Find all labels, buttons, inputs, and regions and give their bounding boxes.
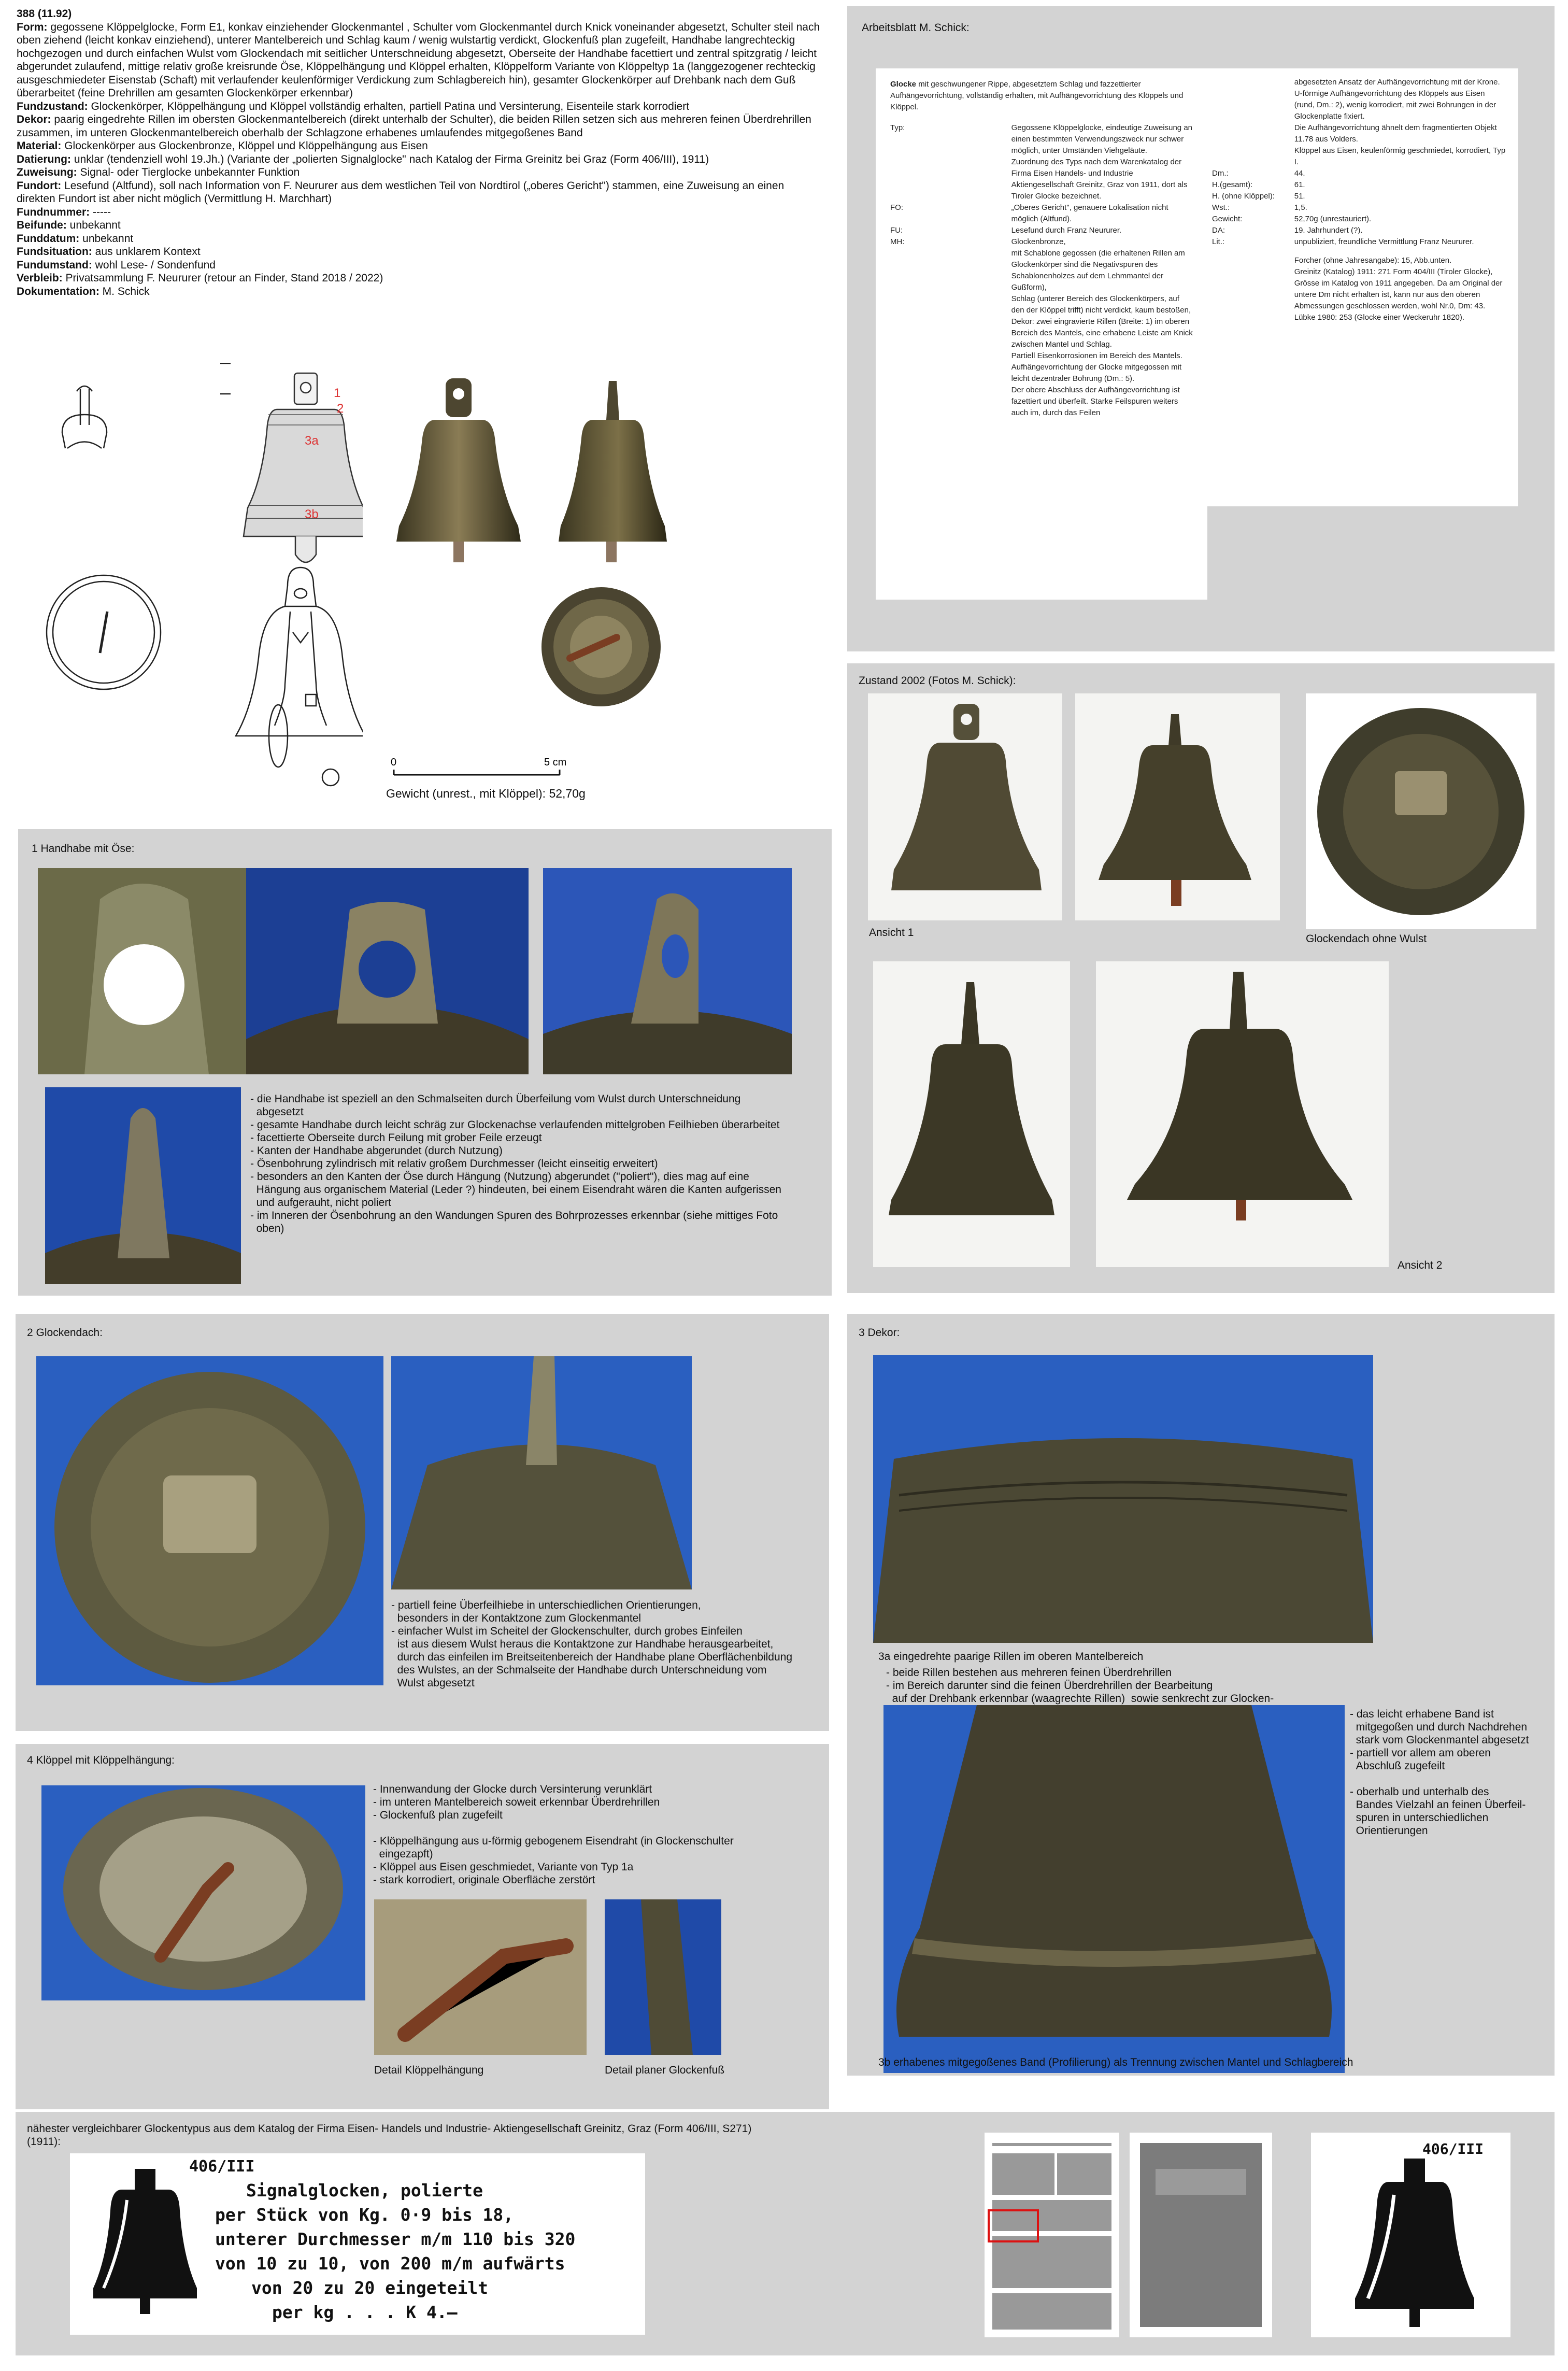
worksheet-row <box>1212 191 1506 202</box>
clapper-photo-detail2 <box>605 1899 721 2055</box>
worksheet-right-rows <box>1212 168 1506 248</box>
section2-title: 2 Glockendach: <box>27 1327 103 1339</box>
worksheet-row <box>1212 168 1506 179</box>
worksheet-row <box>890 122 1193 202</box>
worksheet-key: FU: <box>890 226 903 235</box>
decor-photo-3a <box>873 1355 1373 1643</box>
note-line: - Klöppel aus Eisen geschmiedet, Variante von Typ 1a <box>373 1861 634 1873</box>
zustand-title: Zustand 2002 (Fotos M. Schick): <box>859 675 1016 687</box>
worksheet-value: Glockenbronze, mit Schablone gegossen (die erhaltenen Rillen am Glockenkörper sind die Negativspuren des Schablonenholzes auf dem Lehmmantel der Gußform), Schlag (unterer Bereich des Glockenkörpers, auf den der Klöppel trifft) nicht verdickt, kaum bestoßen, Dekor: zwei eingravierte Rillen (Breite: 1) im oberen Bereich des Mantels, eine erhabene Leiste am Knick zwischen Mantel und Schlag. Partiell Eisenkorrosionen im Bereich des Mantels. Aufhängevorrichtung der Glocke mitgegossen mit leicht dezentraler Bohrung (Dm.: 5). Der obere Abschluss der Aufhängevorrichtung ist fazettiert und überfeilt. Starke Feilspuren weiters auch im, durch das Feilen <box>1011 237 1193 417</box>
catalog-cover-thumbnail <box>1130 2133 1272 2337</box>
worksheet-intro: Glocke mit geschwungener Rippe, abgesetztem Schlag und fazzettierter Aufhängevorrichtung, vollständig erhalten, mit Aufhängevorrichtung des Klöppels und Klöppel. <box>890 80 1184 111</box>
catalog-line: von 10 zu 10, von 200 m/m aufwärts <box>215 2253 565 2274</box>
catalog-page-thumbnail <box>985 2133 1119 2337</box>
catalog-panel <box>16 2112 1555 2355</box>
worksheet-value: 61. <box>1294 180 1305 189</box>
description-field <box>17 206 825 219</box>
field-label: Form: <box>17 21 48 33</box>
scale-bar <box>383 754 570 785</box>
note-line: - beide Rillen bestehen aus mehreren feinen Überdrehrillen <box>886 1667 1172 1679</box>
catalog-bell-closeup <box>1311 2133 1510 2337</box>
field-value: unbekannt <box>79 232 134 245</box>
drawing-label-1: 1 <box>334 386 341 400</box>
note-line: - Glockenfuß plan zugefeilt <box>373 1809 503 1821</box>
catalog-line: per kg . . . K 4.— <box>272 2302 458 2322</box>
worksheet-key: H. (ohne Klöppel): <box>1212 192 1275 201</box>
zustand-panel <box>847 663 1555 1293</box>
roof-photo-1 <box>36 1356 383 1685</box>
handle-photo-3 <box>543 868 792 1074</box>
handle-photo-3-svg <box>543 868 792 1074</box>
note-line: - partiell feine Überfeilhiebe in unterschiedlichen Orientierungen, besonders in der Kontaktzone zum Glockenmantel <box>391 1599 701 1624</box>
worksheet-left-page <box>876 68 1207 600</box>
bell-photo-side-svg <box>557 376 668 567</box>
field-value: paarig eingedrehte Rillen im obersten Glockenmantelbereich (direkt unterhalb der Schulter), die beiden Rillen setzen sich aus mehreren feinen Überdrehrillen zusammen, im unteren Glockenmantelbereich oberhalb der Schlagzone erhabenes umlaufendes mitgegoßenes Band <box>17 113 811 139</box>
handle-photo-4-svg <box>45 1087 241 1284</box>
worksheet-value: 52,70g (unrestauriert). <box>1294 215 1372 223</box>
worksheet-key: DA: <box>1212 226 1225 235</box>
section4-notes <box>373 1783 819 1886</box>
field-value: wohl Lese- / Sondenfund <box>92 259 216 271</box>
catalog-cover-thumbnail-svg <box>1130 2133 1272 2337</box>
zustand-ansicht1-svg <box>868 693 1062 920</box>
note-line: - Ösenbohrung zylindrisch mit relativ großem Durchmesser (leicht einseitig erweitert) <box>250 1158 658 1170</box>
worksheet-value: 1,5. <box>1294 203 1307 212</box>
note-line: - besonders an den Kanten der Öse durch Hängung (Nutzung) abgerundet ("poliert"), dies mag auf eine Hängung aus organischem Material (Leder ?) hindeuten, bei einem Eisendraht wären die Kanten aufgerissen und aufgerauht, nicht poliert <box>250 1171 781 1209</box>
worksheet-value: 19. Jahrhundert (?). <box>1294 226 1363 235</box>
worksheet-value: Gegossene Klöppelglocke, eindeutige Zuweisung an einen bestimmten Verwendungszweck nur schwer möglich, unter Umständen Viehgeläute. Zuordnung des Typs nach dem Warenkatalog der Firma Eisen Handels- und Industrie Aktiengesellschaft Greinitz, Graz von 1911, dort als Tiroler Glocke bezeichnet. <box>1011 123 1193 201</box>
zustand-ansicht2a-svg <box>873 961 1070 1267</box>
catalog-page-thumbnail-svg <box>985 2133 1119 2337</box>
description-field <box>17 100 825 113</box>
catalog-line: per Stück von Kg. 0·9 bis 18, <box>215 2205 514 2225</box>
worksheet-row <box>1212 202 1506 214</box>
scale-five-label: 5 cm <box>544 757 567 768</box>
decor-photo-3a-svg <box>873 1355 1373 1643</box>
note-line: - einfacher Wulst im Scheitel der Glockenschulter, durch grobes Einfeilen ist aus diesem Wulst heraus die Kontaktzone zur Handhabe herausgearbeitet, durch das einfeilen im Breitseitenbereich der Handhabe plane Oberflächenbildung des Wulstes, an der Schmalseite der Handhabe durch Unterschneidung vom Wulst abgesetzt <box>391 1625 792 1689</box>
note-line <box>373 1822 819 1835</box>
note-line: - im Bereich darunter sind die feinen Überdrehrillen der Bearbeitung auf der Drehbank erkennbar (waagrechte Rillen) sowie senkrecht zur Glocken- <box>886 1680 1274 1705</box>
worksheet-key: Gewicht: <box>1212 215 1243 223</box>
catalog-line: von 20 zu 20 eingeteilt <box>251 2278 488 2298</box>
scale-zero-label: 0 <box>391 757 397 768</box>
note-line: - stark korrodiert, originale Oberfläche zerstört <box>373 1874 595 1886</box>
catalog-line: Signalglocken, polierte <box>246 2180 483 2200</box>
worksheet-row <box>890 202 1193 225</box>
field-value: gegossene Klöppelglocke, Form E1, konkav einziehender Glockenmantel , Schulter vom Glockenmantel durch Knick voneinander abgesetzt, Schulter steil nach oben ziehend (leicht konkav einziehend), unterer Mantelbereich und Schlag kaum / wenig wulstartig verdickt, Glockenfuß plan zugefeilt, Handhabe langrechteckig hochgezogen und durch einfachen Wulst vom Glockendach mit seitlicher Unterschneidung abgesetzt, Oberseite der Handhabe facettiert und zentral spitzgratig / leicht abgerundet zulaufend, mittige relativ große kreisrunde Öse, Klöppelhängung und Klöppel erhalten, Klöppelform Variante von Klöppeltyp 1a (langgezogener rechteckig ausgeschmiedeter Eisenstab (Schaft) mit verlaufender keulenförmiger Verdickung zum Schlagbereich hin), gesamter Glockenkörper auf Drehbank nach dem Guß überarbeitet (feine Drehrillen am gesamten Glockenkörper erkennbar) <box>17 21 820 99</box>
field-label: Funddatum: <box>17 232 80 245</box>
note-line: - Klöppelhängung aus u-förmig gebogenem Eisendraht (in Glockenschulter eingezapft) <box>373 1835 734 1860</box>
section4-panel <box>16 1744 829 2109</box>
catalog-bell-closeup-svg <box>1352 2159 1477 2330</box>
note-line: - Innenwandung der Glocke durch Versinterung verunklärt <box>373 1783 652 1795</box>
note-line: - im unteren Mantelbereich soweit erkennbar Überdrehrillen <box>373 1796 660 1808</box>
note-line: - im Inneren der Ösenbohrung an den Wandungen Spuren des Bohrprozesses erkennbar (siehe mittiges Foto oben) <box>250 1210 778 1234</box>
caption-ansicht1: Ansicht 1 <box>869 927 914 939</box>
field-label: Material: <box>17 140 62 152</box>
worksheet-panel <box>847 6 1555 651</box>
clapper-photo-main-svg <box>41 1785 365 2000</box>
note-line: - die Handhabe ist speziell an den Schmalseiten durch Überfeilung vom Wulst durch Unterschneidung abgesetzt <box>250 1093 741 1118</box>
worksheet-key: FO: <box>890 203 903 212</box>
description-field <box>17 245 825 259</box>
catalog-line: unterer Durchmesser m/m 110 bis 320 <box>215 2229 576 2249</box>
zustand-photo-ansicht1 <box>868 693 1062 920</box>
worksheet-value: „Oberes Gericht", genauere Lokalisation nicht möglich (Altfund). <box>1011 203 1171 223</box>
bell-drawing-svg <box>31 363 363 819</box>
worksheet-key: Lit.: <box>1212 237 1225 246</box>
field-label: Fundnummer: <box>17 206 90 218</box>
drawing-label-2: 2 <box>337 402 344 416</box>
worksheet-value: 51. <box>1294 192 1305 201</box>
worksheet-row <box>1212 214 1506 225</box>
description-field <box>17 285 825 299</box>
note-line: - Kanten der Handhabe abgerundet (durch Nutzung) <box>250 1145 503 1157</box>
description-field <box>17 113 825 139</box>
handle-photo-1 <box>38 868 250 1074</box>
bell-photo-interior-svg <box>539 586 663 707</box>
field-value: Privatsammlung F. Neururer (retour an Finder, Stand 2018 / 2022) <box>62 272 383 284</box>
worksheet-left-rows <box>890 122 1193 419</box>
object-description <box>17 7 825 298</box>
worksheet-value: 44. <box>1294 169 1305 178</box>
worksheet-row <box>890 236 1193 419</box>
worksheet-right-top: abgesetzten Ansatz der Aufhängevorrichtung mit der Krone. U-förmige Aufhängevorrichtung des Klöppels aus Eisen (rund, Dm.: 2), wenig korrodiert, mit zwei Bohrungen in der Glockenplatte fixiert. Die Aufhängevorrichtung ähnelt dem fragmentierten Objekt 11.78 aus Volders. Klöppel aus Eisen, keulenförmig geschmiedet, korrodiert, Typ I. <box>1294 78 1506 166</box>
catalog-form-number: 406/III <box>189 2157 255 2176</box>
bell-photo-front <box>394 376 523 567</box>
drawing-label-3b: 3b <box>305 507 319 521</box>
handle-photo-2-svg <box>246 868 529 1074</box>
section1-title: 1 Handhabe mit Öse: <box>32 843 135 855</box>
zustand-side-svg <box>1075 693 1280 920</box>
description-field <box>17 272 825 285</box>
zustand-photo-side <box>1075 693 1280 920</box>
caption-detail-kloeppel: Detail Klöppelhängung <box>374 2064 484 2076</box>
section1-notes <box>250 1092 820 1235</box>
field-label: Zuweisung: <box>17 166 77 178</box>
caption-glockendach: Glockendach ohne Wulst <box>1306 933 1427 945</box>
field-label: Fundumstand: <box>17 259 92 271</box>
caption-3a: 3a eingedrehte paarige Rillen im oberen Mantelbereich <box>878 1651 1144 1663</box>
field-value: M. Schick <box>99 285 150 297</box>
description-field <box>17 139 825 153</box>
section3b-notes <box>1350 1708 1547 1837</box>
note-line: - facettierte Oberseite durch Feilung mit grober Feile erzeugt <box>250 1132 542 1144</box>
worksheet-right-page <box>1200 68 1518 506</box>
section1-panel <box>18 829 832 1296</box>
section2-panel <box>16 1314 829 1731</box>
field-value: unklar (tendenziell wohl 19.Jh.) (Variante der „polierten Signalglocke" nach Katalog der Firma Greinitz bei Graz (Form 406/III), 1911) <box>71 153 709 165</box>
bell-photo-side <box>557 376 668 567</box>
description-field <box>17 166 825 179</box>
zustand-photo-ansicht2b <box>1096 961 1389 1267</box>
caption-ansicht2: Ansicht 2 <box>1398 1259 1443 1271</box>
catalog-excerpt <box>70 2153 645 2335</box>
catalog-bell-icon <box>91 2169 199 2314</box>
worksheet-key: H.(gesamt): <box>1212 180 1253 189</box>
zustand-photo-roof <box>1306 693 1536 929</box>
worksheet-title: Arbeitsblatt M. Schick: <box>862 22 970 34</box>
drawing-label-3a: 3a <box>305 434 319 448</box>
field-label: Dokumentation: <box>17 285 99 297</box>
worksheet-key: Wst.: <box>1212 203 1230 212</box>
worksheet-value: unpubliziert, freundliche Vermittlung Franz Neururer. <box>1294 237 1474 246</box>
caption-3b: 3b erhabenes mitgegoßenes Band (Profilierung) als Trennung zwischen Mantel und Schlagbereich <box>878 2056 1353 2068</box>
worksheet-row <box>1212 236 1506 248</box>
catalog-intro: nähester vergleichbarer Glockentypus aus dem Katalog der Firma Eisen- Handels und Industrie- Aktiengesellschaft Greinitz, Graz (Form 406/III, S271) (1911): <box>27 2123 752 2148</box>
field-label: Dekor: <box>17 113 51 125</box>
note-line <box>1350 1772 1547 1785</box>
field-label: Fundort: <box>17 179 62 192</box>
field-value: ----- <box>90 206 111 218</box>
field-label: Verbleib: <box>17 272 63 284</box>
worksheet-row <box>1212 179 1506 191</box>
section2-notes <box>391 1599 837 1689</box>
worksheet-key: Typ: <box>890 123 905 132</box>
worksheet-key: Dm.: <box>1212 169 1229 178</box>
field-value: Glockenkörper aus Glockenbronze, Klöppel und Klöppelhängung aus Eisen <box>61 140 428 152</box>
note-line: - partiell vor allem am oberen Abschluß zugefeilt <box>1350 1747 1491 1772</box>
catalog-lines <box>215 2178 575 2324</box>
note-line: - oberhalb und unterhalb des Bandes Vielzahl an feinen Überfeil- spuren in unterschiedlichen Orientierungen <box>1350 1786 1526 1837</box>
note-line: - das leicht erhabene Band ist mitgegoßen und durch Nachdrehen stark vom Glockenmantel abgesetzt <box>1350 1708 1529 1746</box>
worksheet-right-bottom: Forcher (ohne Jahresangabe): 15, Abb.unten. Greinitz (Katalog) 1911: 271 Form 404/III (Tiroler Glocke), Grösse im Katalog von 1911 angegeben. Da am Original der untere Dm nicht erhalten ist, kann nur aus den oberen Abmessungen geschlossen werden, wohl Nr.0, Dm: 43. Lübke 1980: 253 (Glocke einer Weckeruhr 1820). <box>1294 256 1503 322</box>
worksheet-row <box>890 225 1193 236</box>
clapper-detail2-svg <box>605 1899 721 2055</box>
decor-photo-3b <box>883 1705 1345 2073</box>
section4-title: 4 Klöppel mit Klöppelhängung: <box>27 1754 175 1766</box>
zustand-photo-ansicht2a <box>873 961 1070 1267</box>
field-value: aus unklarem Kontext <box>92 246 201 258</box>
note-line: - gesamte Handhabe durch leicht schräg zur Glockenachse verlaufenden mittelgroben Feilhieben überarbeitet <box>250 1119 780 1131</box>
roof-photo-2-svg <box>391 1356 692 1589</box>
handle-photo-2 <box>246 868 529 1074</box>
worksheet-value: Lesefund durch Franz Neururer. <box>1011 226 1122 235</box>
field-value: unbekannt <box>66 219 121 231</box>
field-label: Datierung: <box>17 153 71 165</box>
object-number: 388 (11.92) <box>17 8 72 20</box>
bell-photo-interior <box>539 586 663 707</box>
section3-panel <box>847 1314 1555 2076</box>
clapper-detail1-svg <box>374 1899 587 2055</box>
description-field <box>17 179 825 206</box>
description-field <box>17 259 825 272</box>
clapper-photo-main <box>41 1785 365 2000</box>
section3-title: 3 Dekor: <box>859 1327 900 1339</box>
weight-label: Gewicht (unrest., mit Klöppel): 52,70g <box>386 787 586 800</box>
description-field <box>17 232 825 246</box>
decor-photo-3b-svg <box>883 1705 1345 2073</box>
scale-bar-svg <box>383 754 570 780</box>
clapper-photo-detail1 <box>374 1899 587 2055</box>
field-label: Fundzustand: <box>17 100 88 112</box>
description-field <box>17 219 825 232</box>
field-value: Glockenkörper, Klöppelhängung und Klöppel vollständig erhalten, partiell Patina und Versinterung, Eisenteile stark korrodiert <box>88 100 690 112</box>
handle-photo-1-svg <box>38 868 250 1074</box>
caption-detail-glockenfuss: Detail planer Glockenfuß <box>605 2064 725 2076</box>
zustand-ansicht2b-svg <box>1096 961 1389 1267</box>
field-value: Lesefund (Altfund), soll nach Information von F. Neururer aus dem westlichen Teil von Nordtirol („oberes Gericht") stammen, eine Zuweisung an einen direkten Fundort ist aber nicht möglich (Vermittlung H. Marchhart) <box>17 179 785 205</box>
technical-drawing <box>31 363 363 819</box>
worksheet-row <box>1212 225 1506 236</box>
zustand-roof-svg <box>1306 693 1536 929</box>
field-label: Beifunde: <box>17 219 67 231</box>
worksheet-key: MH: <box>890 237 905 246</box>
handle-photo-4 <box>45 1087 241 1284</box>
description-field <box>17 153 825 166</box>
description-fields <box>17 21 825 299</box>
catalog-form-number-right: 406/III <box>1422 2140 1484 2157</box>
field-value: Signal- oder Tierglocke unbekannter Funktion <box>77 166 300 178</box>
roof-photo-2 <box>391 1356 692 1589</box>
roof-photo-1-svg <box>36 1356 383 1685</box>
bell-photo-front-svg <box>394 376 523 567</box>
description-field <box>17 21 825 100</box>
field-label: Fundsituation: <box>17 246 92 258</box>
